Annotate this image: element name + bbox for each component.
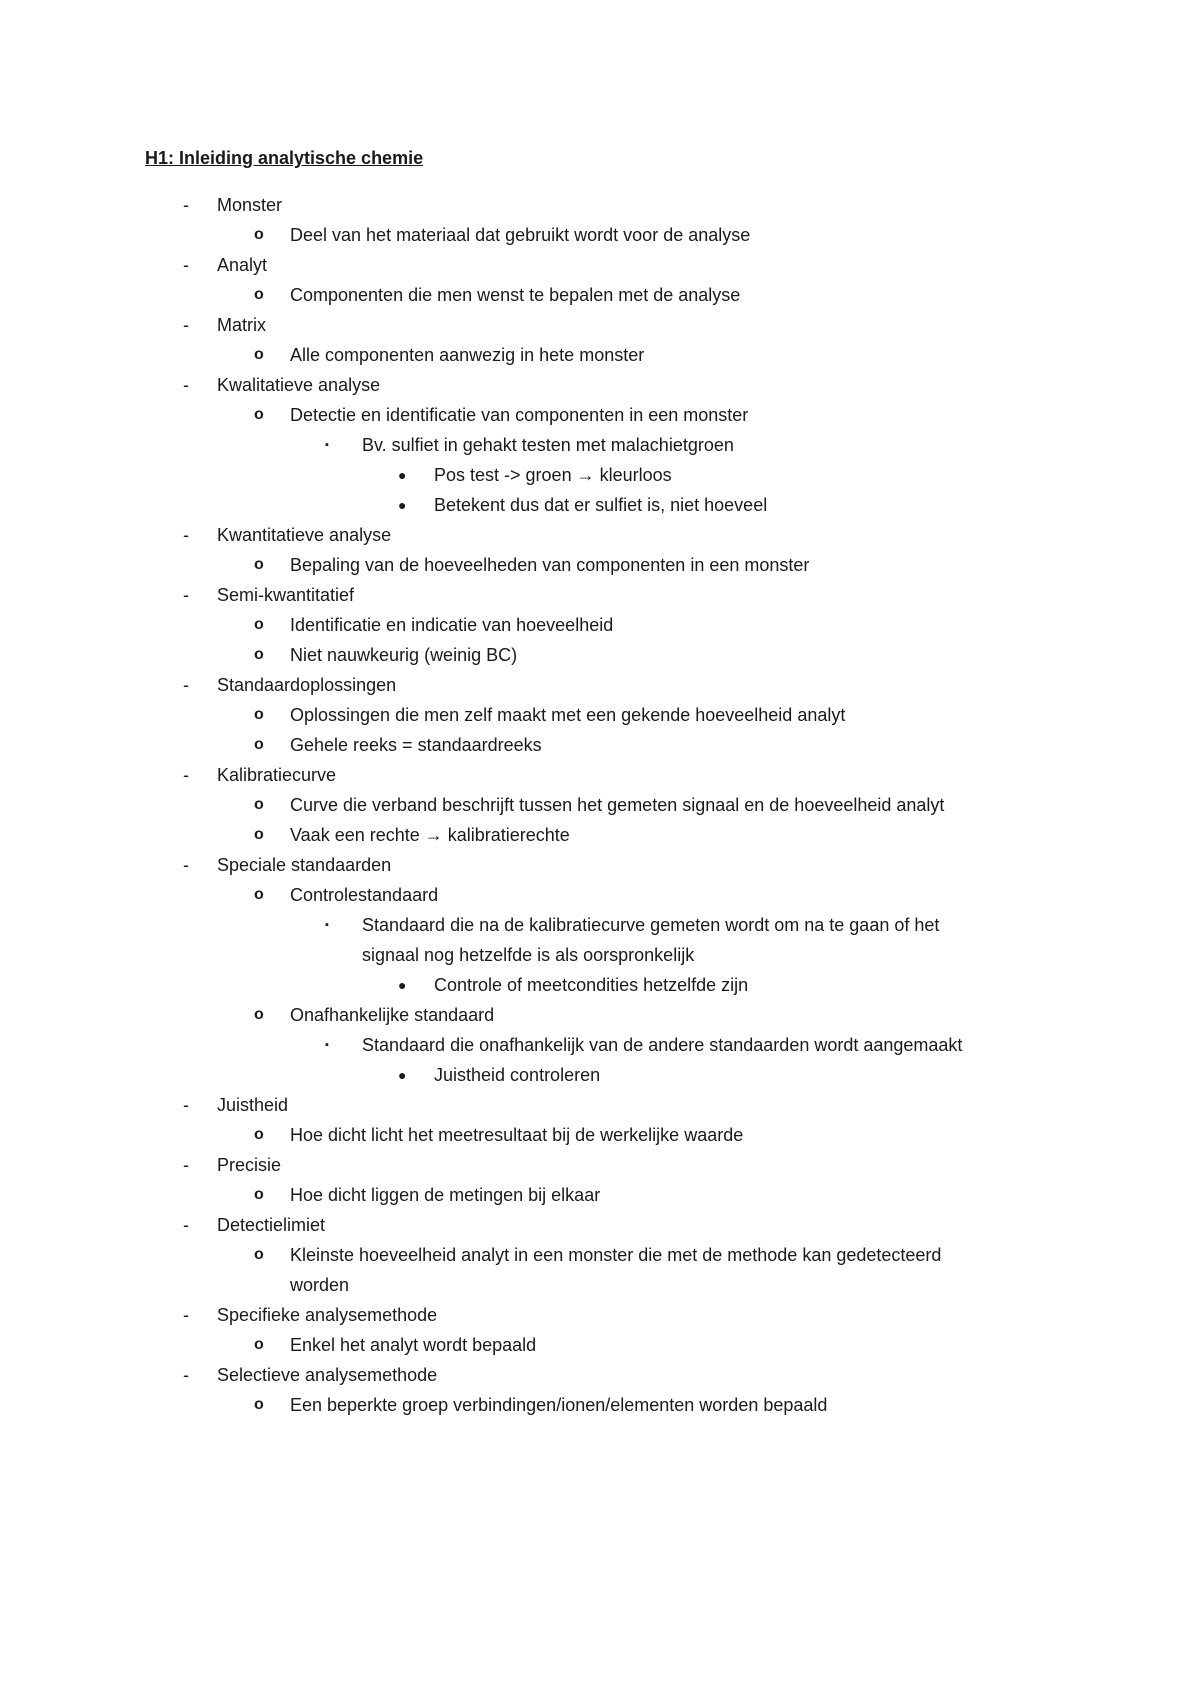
outline-item-level-2 <box>0 1330 1200 1360</box>
outline-item-text: Precisie <box>217 1155 282 1175</box>
outline-item-level-4 <box>0 970 1200 1000</box>
outline-item-level-2 <box>0 340 1200 370</box>
circle-bullet-icon: o <box>254 286 264 303</box>
outline-item-text: Kwantitatieve analyse <box>217 525 392 545</box>
outline-item-text: Curve die verband beschrijft tussen het gemeten signaal en de hoeveelheid analyt <box>290 795 945 815</box>
outline-item-text: Onafhankelijke standaard <box>290 1005 495 1025</box>
outline-item-level-1 <box>0 310 1200 340</box>
outline-item-level-3 <box>0 1030 1200 1060</box>
dash-bullet-icon: - <box>183 675 189 695</box>
outline-item-level-4 <box>0 1060 1200 1090</box>
dash-bullet-icon: - <box>183 1215 189 1235</box>
outline-item-text: Semi-kwantitatief <box>217 585 355 605</box>
dash-bullet-icon: - <box>183 315 189 335</box>
dash-bullet-icon: - <box>183 195 189 215</box>
outline-item-text: Bv. sulfiet in gehakt testen met malachietgroen <box>362 435 734 455</box>
outline-item-level-3 <box>0 430 1200 460</box>
outline-item-text: Pos test -> groen → kleurloos <box>434 465 672 485</box>
outline-item-level-2 <box>0 730 1200 760</box>
circle-bullet-icon: o <box>254 1126 264 1143</box>
circle-bullet-icon: o <box>254 706 264 723</box>
outline-item-text: Controlestandaard <box>290 885 439 905</box>
outline-item-text: Monster <box>217 195 283 215</box>
outline-item-text: Matrix <box>217 315 266 335</box>
outline-item-text: Hoe dicht licht het meetresultaat bij de werkelijke waarde <box>290 1125 744 1145</box>
dash-bullet-icon: - <box>183 855 189 875</box>
circle-bullet-icon: o <box>254 406 264 423</box>
outline-item-level-1 <box>0 760 1200 790</box>
outline-item-text: Componenten die men wenst te bepalen met de analyse <box>290 285 741 305</box>
outline-item-level-1 <box>0 190 1200 220</box>
outline-item-level-1 <box>0 250 1200 280</box>
circle-bullet-icon: o <box>254 1006 264 1023</box>
outline-item-text: Standaard die onafhankelijk van de andere standaarden wordt aangemaakt <box>362 1035 963 1055</box>
circle-bullet-icon: o <box>254 736 264 753</box>
outline-item-text: signaal nog hetzelfde is als oorspronkelijk <box>362 945 695 965</box>
outline-item-text: Kwalitatieve analyse <box>217 375 381 395</box>
outline-item-level-4 <box>0 460 1200 490</box>
outline-item-text: Selectieve analysemethode <box>217 1365 438 1385</box>
circle-bullet-icon: o <box>254 556 264 573</box>
outline-item-level-2 <box>0 280 1200 310</box>
dot-bullet-icon: ● <box>398 977 407 993</box>
outline-item-level-2 <box>0 1180 1200 1210</box>
circle-bullet-icon: o <box>254 1246 264 1263</box>
dot-bullet-icon: ● <box>398 1067 407 1083</box>
outline-item-text: Gehele reeks = standaardreeks <box>290 735 542 755</box>
outline-item-text: Niet nauwkeurig (weinig BC) <box>290 645 518 665</box>
outline-item-text: Analyt <box>217 255 268 275</box>
outline-item-text: Speciale standaarden <box>217 855 392 875</box>
square-bullet-icon: ▪ <box>325 439 329 451</box>
outline-item-text: Bepaling van de hoeveelheden van componenten in een monster <box>290 555 810 575</box>
outline-item-text: Hoe dicht liggen de metingen bij elkaar <box>290 1185 601 1205</box>
outline-item-level-2 <box>0 640 1200 670</box>
outline-item-level-1 <box>0 520 1200 550</box>
outline-item-text: Oplossingen die men zelf maakt met een gekende hoeveelheid analyt <box>290 705 846 725</box>
outline-item-level-2 <box>0 1120 1200 1150</box>
circle-bullet-icon: o <box>254 796 264 813</box>
dash-bullet-icon: - <box>183 1305 189 1325</box>
outline-item-level-2 <box>0 1390 1200 1420</box>
outline-item-text: Detectielimiet <box>217 1215 326 1235</box>
dot-bullet-icon: ● <box>398 467 407 483</box>
outline-item-level-1 <box>0 1360 1200 1390</box>
circle-bullet-icon: o <box>254 826 264 843</box>
outline-item-text: Standaardoplossingen <box>217 675 397 695</box>
dash-bullet-icon: - <box>183 585 189 605</box>
square-bullet-icon: ▪ <box>325 919 329 931</box>
outline-item-level-2 <box>0 550 1200 580</box>
outline-item-level-1 <box>0 1300 1200 1330</box>
outline-item-text: Juistheid controleren <box>434 1065 601 1085</box>
outline-item-level-2 <box>0 700 1200 730</box>
outline-item-text: Specifieke analysemethode <box>217 1305 438 1325</box>
outline-item-text: worden <box>290 1275 350 1295</box>
outline-item-level-1 <box>0 1090 1200 1120</box>
outline-item-level-1 <box>0 1150 1200 1180</box>
square-bullet-icon: ▪ <box>325 1039 329 1051</box>
dash-bullet-icon: - <box>183 1365 189 1385</box>
dash-bullet-icon: - <box>183 525 189 545</box>
document-title: H1: Inleiding analytische chemie <box>145 148 424 168</box>
dash-bullet-icon: - <box>183 1095 189 1115</box>
outline-item-level-1 <box>0 370 1200 400</box>
outline-item-level-3 <box>0 910 1200 940</box>
dot-bullet-icon: ● <box>398 497 407 513</box>
outline-item-level-1 <box>0 580 1200 610</box>
outline-item-continuation <box>0 940 1200 970</box>
outline-item-text: Een beperkte groep verbindingen/ionen/elementen worden bepaald <box>290 1395 828 1415</box>
outline-item-text: Standaard die na de kalibratiecurve gemeten wordt om na te gaan of het <box>362 915 940 935</box>
outline-item-level-4 <box>0 490 1200 520</box>
dash-bullet-icon: - <box>183 255 189 275</box>
outline-item-text: Vaak een rechte → kalibratierechte <box>290 825 570 845</box>
outline-list <box>0 190 1200 1420</box>
circle-bullet-icon: o <box>254 646 264 663</box>
outline-item-text: Enkel het analyt wordt bepaald <box>290 1335 537 1355</box>
dash-bullet-icon: - <box>183 765 189 785</box>
circle-bullet-icon: o <box>254 1186 264 1203</box>
circle-bullet-icon: o <box>254 1336 264 1353</box>
outline-item-text: Identificatie en indicatie van hoeveelheid <box>290 615 614 635</box>
outline-item-continuation <box>0 1270 1200 1300</box>
outline-item-level-2 <box>0 880 1200 910</box>
outline-item-text: Betekent dus dat er sulfiet is, niet hoeveel <box>434 495 768 515</box>
outline-item-level-1 <box>0 1210 1200 1240</box>
outline-item-level-2 <box>0 220 1200 250</box>
outline-item-level-1 <box>0 670 1200 700</box>
outline-item-text: Deel van het materiaal dat gebruikt wordt voor de analyse <box>290 225 751 245</box>
dash-bullet-icon: - <box>183 375 189 395</box>
circle-bullet-icon: o <box>254 226 264 243</box>
outline-item-level-2 <box>0 1240 1200 1270</box>
outline-item-level-2 <box>0 400 1200 430</box>
outline-item-level-1 <box>0 850 1200 880</box>
outline-item-text: Detectie en identificatie van componenten in een monster <box>290 405 749 425</box>
outline-item-level-2 <box>0 610 1200 640</box>
circle-bullet-icon: o <box>254 886 264 903</box>
circle-bullet-icon: o <box>254 616 264 633</box>
circle-bullet-icon: o <box>254 1396 264 1413</box>
outline-item-level-2 <box>0 1000 1200 1030</box>
outline-item-text: Alle componenten aanwezig in hete monster <box>290 345 645 365</box>
outline-item-text: Controle of meetcondities hetzelfde zijn <box>434 975 749 995</box>
outline-item-level-2 <box>0 790 1200 820</box>
circle-bullet-icon: o <box>254 346 264 363</box>
outline-item-text: Kalibratiecurve <box>217 765 337 785</box>
outline-item-level-2 <box>0 820 1200 850</box>
outline-item-text: Kleinste hoeveelheid analyt in een monster die met de methode kan gedetecteerd <box>290 1245 942 1265</box>
dash-bullet-icon: - <box>183 1155 189 1175</box>
outline-item-text: Juistheid <box>217 1095 289 1115</box>
